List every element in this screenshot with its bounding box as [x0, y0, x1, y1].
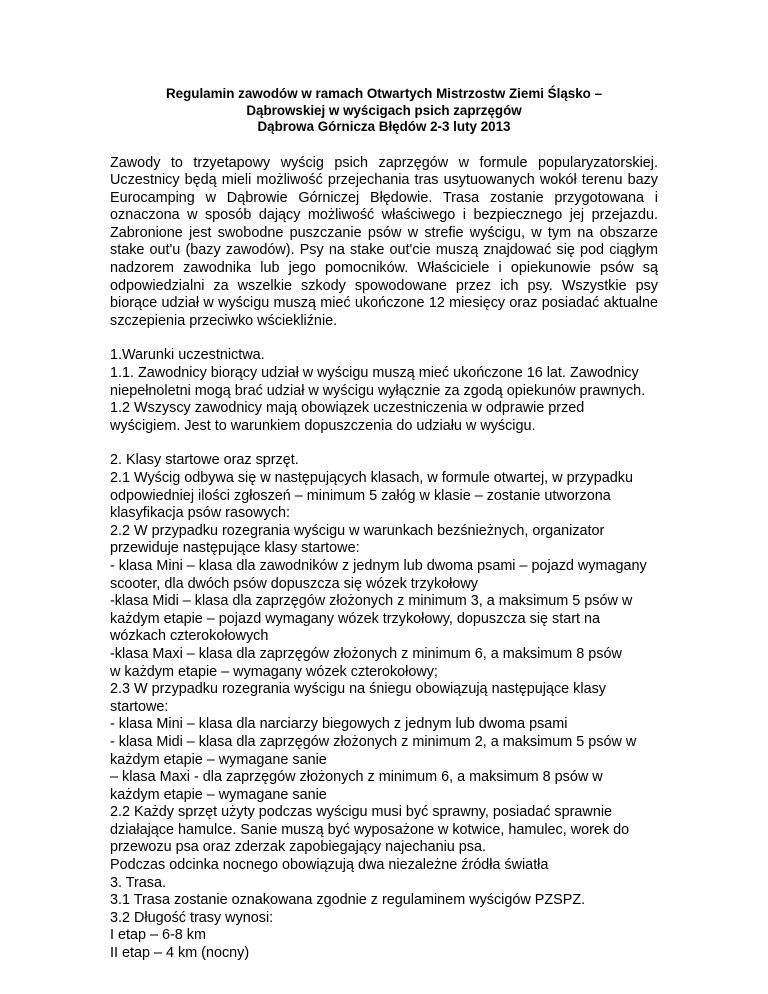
text-line: 1.2 Wszyscy zawodnicy mają obowiązek uczestniczenia w odprawie przed: [110, 400, 585, 417]
title-line: Dąbrowskiej w wyścigach psich zaprzęgów: [246, 102, 522, 118]
text-line: - klasa Mini – klasa dla zawodników z jednym lub dwoma psami – pojazd wymagany: [110, 557, 647, 574]
text-line: 2.2 W przypadku rozegrania wyścigu w warunkach bezśnieżnych, organizator: [110, 522, 605, 539]
text-line: - klasa Mini – klasa dla narciarzy biegowych z jednym lub dwoma psami: [110, 716, 568, 733]
text-line: odpowiedniej ilości zgłoszeń – minimum 5 załóg w klasie – zostanie utworzona: [110, 487, 611, 504]
text-line: -klasa Midi – klasa dla zaprzęgów złożonych z minimum 3, a maksimum 5 psów w: [110, 593, 633, 610]
text-line: 2. Klasy startowe oraz sprzęt.: [110, 452, 299, 469]
text-line: przewozu psa oraz zderzak zapobiegający najechaniu psa.: [110, 839, 486, 856]
title-line: Regulamin zawodów w ramach Otwartych Mistrzostw Ziemi Śląsko –: [165, 86, 603, 101]
text-line: - klasa Midi – klasa dla zaprzęgów złożonych z minimum 2, a maksimum 5 psów w: [110, 733, 637, 750]
text-line: II etap – 4 km (nocny): [110, 945, 250, 962]
text-line: – klasa Maxi - dla zaprzęgów złożonych z minimum 6, a maksimum 8 psów w: [110, 769, 603, 786]
text-line: -klasa Maxi – klasa dla zaprzęgów złożonych z minimum 6, a maksimum 8 psów: [110, 645, 622, 662]
intro-paragraph: Zawody to trzyetapowy wyścig psich zaprzęgów w formule popularyzatorskiej. Uczestnicy będą mieli możliwość przejechania tras usytuowanych wokół terenu bazy Eurocamping w Dąbrowie Górniczej Błędowie. Trasa zostanie przygotowana i oznaczona w sposób dający możliwość właściwego i bezpiecznego jej przejazdu. Zabronione jest swobodne puszczanie psów w strefie wyścigu, w tym na obszarze stake out'u (bazy zawodów). Psy na stake out'cie muszą znajdować się pod ciągłym nadzorem zawodnika lub jego pomocników. Właściciele i opiekunowie psów są odpowiedzialni za wszelkie szkody spowodowane przez ich psy. Wszystkie psy biorące udział w wyścigu muszą mieć ukończone 12 miesięcy oraz posiadać aktualne szczepienia przeciwko wściekliźnie.: [110, 154, 658, 329]
section-1: [110, 347, 658, 435]
text-line: niepełnoletni mogą brać udział w wyścigu wyłącznie za zgodą opiekunów prawnych.: [110, 382, 646, 399]
text-line: w każdym etapie – wymagany wózek czterokołowy;: [110, 663, 438, 680]
text-line: każdym etapie – wymagane sanie: [110, 751, 327, 768]
text-line: scooter, dla dwóch psów dopuszcza się wózek trzykołowy: [110, 575, 478, 592]
text-line: wózkach czterokołowych: [110, 628, 269, 645]
text-line: 3.2 Długość trasy wynosi:: [110, 909, 274, 926]
text-line: 1.Warunki uczestnictwa.: [110, 347, 265, 364]
text-line: startowe:: [110, 698, 169, 715]
text-line: wyścigiem. Jest to warunkiem dopuszczenia do udziału w wyścigu.: [110, 417, 536, 434]
text-line: I etap – 6-8 km: [110, 927, 206, 944]
text-line: przewiduje następujące klasy startowe:: [110, 540, 360, 557]
title-line: Dąbrowa Górnicza Błędów 2-3 luty 2013: [257, 119, 511, 134]
text-line: każdym etapie – pojazd wymagany wózek trzykołowy, dopuszcza się start na: [110, 610, 601, 627]
text-line: 3. Trasa.: [110, 874, 166, 891]
text-line: 2.2 Każdy sprzęt użyty podczas wyścigu musi być sprawny, posiadać sprawnie: [110, 804, 613, 821]
text-line: 3.1 Trasa zostanie oznakowana zgodnie z regulaminem wyścigów PZSPZ.: [110, 892, 586, 909]
text-line: każdym etapie – wymagane sanie: [110, 786, 327, 803]
text-line: klasyfikacja psów rasowych:: [110, 505, 290, 522]
text-line: 1.1. Zawodnicy biorący udział w wyścigu muszą mieć ukończone 16 lat. Zawodnicy: [110, 365, 639, 382]
text-line: 2.3 W przypadku rozegrania wyścigu na śniegu obowiązują następujące klasy: [110, 681, 606, 698]
text-line: Podczas odcinka nocnego obowiązują dwa niezależne źródła światła: [110, 857, 549, 874]
text-line: działające hamulce. Sanie muszą być wyposażone w kotwice, hamulec, worek do: [110, 821, 630, 838]
section-2: [110, 452, 658, 962]
document-title: [110, 86, 658, 136]
text-line: 2.1 Wyścig odbywa się w następujących klasach, w formule otwartej, w przypadku: [110, 470, 633, 486]
